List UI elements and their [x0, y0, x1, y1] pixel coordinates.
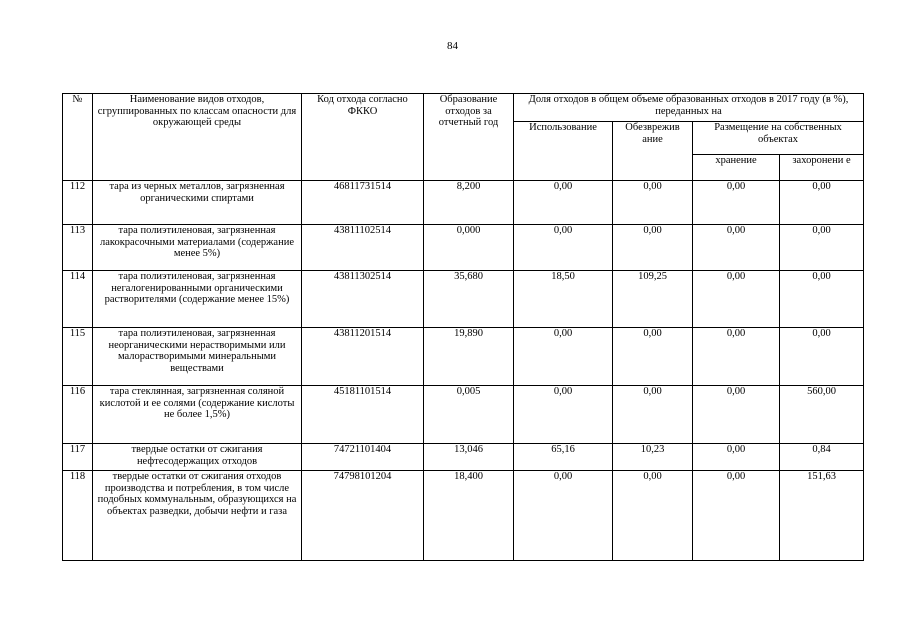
header-num: №: [63, 94, 93, 181]
row-storage: 0,00: [693, 328, 780, 386]
table-row: [63, 386, 864, 444]
row-burial: 151,63: [780, 471, 864, 561]
header-share: Доля отходов в общем объеме образованных отходов в 2017 году (в %), переданных на: [514, 94, 864, 122]
row-formation: 13,046: [424, 444, 514, 471]
row-name: тара полиэтиленовая, загрязненная негалогенированными органическими растворителями (содержание менее 15%): [93, 271, 302, 328]
row-neutralization: 0,00: [613, 181, 693, 225]
row-code: 74798101204: [302, 471, 424, 561]
row-use: 0,00: [514, 386, 613, 444]
row-use: 0,00: [514, 471, 613, 561]
row-name: твердые остатки от сжигания нефтесодержащих отходов: [93, 444, 302, 471]
row-formation: 0,005: [424, 386, 514, 444]
row-burial: 0,00: [780, 181, 864, 225]
header-code: Код отхода согласно ФККО: [302, 94, 424, 181]
row-use: 65,16: [514, 444, 613, 471]
table-row: [63, 444, 864, 471]
row-storage: 0,00: [693, 386, 780, 444]
row-neutralization: 0,00: [613, 328, 693, 386]
row-formation: 0,000: [424, 225, 514, 271]
row-formation: 19,890: [424, 328, 514, 386]
row-use: 0,00: [514, 225, 613, 271]
row-num: 116: [63, 386, 93, 444]
row-neutralization: 109,25: [613, 271, 693, 328]
row-num: 115: [63, 328, 93, 386]
row-num: 113: [63, 225, 93, 271]
row-storage: 0,00: [693, 471, 780, 561]
row-burial: 0,00: [780, 225, 864, 271]
row-storage: 0,00: [693, 181, 780, 225]
row-name: тара из черных металлов, загрязненная органическими спиртами: [93, 181, 302, 225]
table-row: [63, 471, 864, 561]
table-row: [63, 328, 864, 386]
header-use: Использование: [514, 122, 613, 181]
row-neutralization: 0,00: [613, 471, 693, 561]
row-num: 114: [63, 271, 93, 328]
table-row: [63, 181, 864, 225]
row-code: 43811302514: [302, 271, 424, 328]
row-formation: 35,680: [424, 271, 514, 328]
row-storage: 0,00: [693, 444, 780, 471]
row-name: твердые остатки от сжигания отходов производства и потребления, в том числе подобных коммунальным, образующихся на объектах разведки, добычи нефти и газа: [93, 471, 302, 561]
row-storage: 0,00: [693, 225, 780, 271]
row-code: 43811201514: [302, 328, 424, 386]
row-num: 118: [63, 471, 93, 561]
row-burial: 0,00: [780, 328, 864, 386]
row-code: 46811731514: [302, 181, 424, 225]
row-neutralization: 10,23: [613, 444, 693, 471]
row-code: 43811102514: [302, 225, 424, 271]
page-number: 84: [447, 40, 458, 52]
row-formation: 8,200: [424, 181, 514, 225]
row-burial: 0,00: [780, 271, 864, 328]
row-use: 0,00: [514, 181, 613, 225]
header-burial: захоронени е: [780, 155, 864, 181]
header-placement: Размещение на собственных объектах: [693, 122, 864, 155]
row-code: 74721101404: [302, 444, 424, 471]
row-formation: 18,400: [424, 471, 514, 561]
table-row: [63, 225, 864, 271]
row-code: 45181101514: [302, 386, 424, 444]
row-num: 117: [63, 444, 93, 471]
row-use: 18,50: [514, 271, 613, 328]
row-name: тара полиэтиленовая, загрязненная лакокрасочными материалами (содержание менее 5%): [93, 225, 302, 271]
row-name: тара стеклянная, загрязненная соляной кислотой и ее солями (содержание кислоты не более 1,5%): [93, 386, 302, 444]
row-neutralization: 0,00: [613, 386, 693, 444]
row-storage: 0,00: [693, 271, 780, 328]
header-row: [63, 94, 864, 122]
header-storage: хранение: [693, 155, 780, 181]
row-use: 0,00: [514, 328, 613, 386]
row-name: тара полиэтиленовая, загрязненная неорганическими нерастворимыми или малорастворимыми минеральными веществами: [93, 328, 302, 386]
table-row: [63, 271, 864, 328]
header-formation: Образование отходов за отчетный год: [424, 94, 514, 181]
header-neutralization: Обезврежив ание: [613, 122, 693, 181]
waste-table: [62, 93, 864, 561]
row-neutralization: 0,00: [613, 225, 693, 271]
row-num: 112: [63, 181, 93, 225]
row-burial: 560,00: [780, 386, 864, 444]
header-name: Наименование видов отходов, сгруппированных по классам опасности для окружающей среды: [93, 94, 302, 181]
row-burial: 0,84: [780, 444, 864, 471]
